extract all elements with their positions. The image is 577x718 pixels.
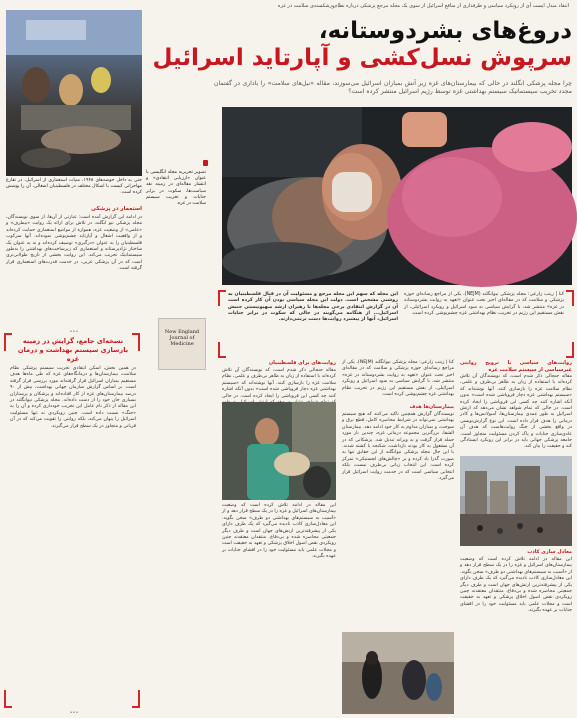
pull-quote: این مجله که سهم این مجله مرجع و مسئولیت آن در قبال فلسطینیان به روشنی مشخص است. دولت این مجله سیاسی بودن آن کار کرده است آن در گزارش انتقادی برخی مجله‌ها با رهبران ارشد صهیونیستی جنبش اسرائیل... از هنگامه می‌گویند در حالی که سکوت در برابر جنایات اسرائیل، آنها از پیشبرد روایت‌ها دست برنمی‌دارند. [228, 292, 398, 323]
quote-bracket-tl [218, 290, 226, 306]
women-rubble-photo [342, 632, 454, 714]
dots-separator-bottom: ••• [69, 710, 79, 716]
right-subheading: روایت‌های سیاسی با ترویج روایتی غیرسیاسی از سیستم سلامت غزه [460, 360, 572, 373]
left-subheading: روایت‌های برای فلسطینیان [268, 360, 336, 366]
child-hospital-photo [222, 107, 572, 285]
book-title: New England Journal of Medicine [164, 329, 200, 347]
box-bracket-tr [132, 333, 140, 351]
middle-subheading: بیمارستان‌ها هدف [409, 404, 454, 410]
side-caption: تصویر تحریریه مجله انگلیسی با عنوان «ارزیابی انتقادی» و انتشار مقاله‌ای در زمینه نقد سیاست‌ها، سکوت در برابر جنایات و تخریب سیستم سلامت در غزه. [146, 170, 206, 207]
dots-separator: ••• [69, 329, 79, 335]
box-bracket-bl [4, 690, 12, 708]
quote-bracket-bl [218, 342, 226, 358]
injured-patients-photo [6, 10, 142, 176]
box-bracket-tl [4, 333, 12, 351]
photo-caption: جنی به داخل حوضه‌های ۱۹۴۸، منیات استعماری از اسرائیل، در تقارع مهاجرانی کیست با اشکال مختلف در فلسطینیان اشغالی، آن را پوشش کرده است. [6, 178, 142, 196]
left-column-intro: مقاله جنجالی ذکر شدم است، که نویسندگان آن تلاش کرده‌اند با استفاده از زبان به ظاهر بی‌طرف و علمی، نظام سلامت غزه را بازسازی کنند. آنها نوشته‌اند که «سیستم بهداشتی غزه دچار فروپاشی شده است» بدون آنکه اشاره کنند چه کسی این فروپاشی را ایجاد کرده است. در حالی [222, 368, 336, 399]
box-title: نسخه‌ای جامع، گرایش در زمینه بازسازی سیستم بهداشت و درمان غزه [17, 337, 129, 363]
top-strip: انتقاد مبدل ایست آی از رویکرد سیاسی و طرفداری از منافع اسرائیل از سوی یک مجله مرجع پزشکی درباره نظام‌ورشکسته‌ی سلامت در غزه [277, 3, 569, 9]
right-column-text-2: این مقاله در ادامه تلاش کرده است که وضعیت بیمارستان‌های اسرائیل و غزه را در یک سطح قرار دهد و از «آسیب به سیستم‌های بهداشتی دو طرف» سخن بگوید. این معادل‌سازی کاذب نادیده می‌گیرد که یک طرف دارای یکی از پیشرفته‌ترین ارتش‌های جهان است و طرف دیگر جمعیتی محاصره شده و بی‌دفاع. منتقدان معتقدند چنین رویکردی نقض اصول اخلاق پزشکی و تعهد به حقیقت است و مجلات علمی باید مسئولیت خود را در افشای جنایات بر عهده بگیرند. [459, 557, 572, 614]
medic-holding-child-photo [222, 402, 336, 500]
sidebar-text: در ادامه این گزارش آمده است: عبارتی از آن‌ها، از سوی نویسندگان، مجله پزشکی نیو انگلند، در تلاش برای ارائه یک روایت «بیطرف» و «علمی» از وضعیت غزه، همواره از مواضع استعماری حمایت کرده‌اند و از واقعیت اشغال و آپارتاید چشم‌پوشی نموده‌اند. آنها سرکوب فلسطینیان را به عنوان «درگیری» توصیف کرده‌اند و نه به عنوان یک ساختار نژادپرستانه و استعماری که زیرساخت‌های بهداشتی را به‌طور سیستماتیک تخریب می‌کند. این روایت بخشی از تاریخ طولانی‌تری است که در آن پزشکی غربی، در خدمت قدرت‌های استعماری قرار گرفته است. [6, 215, 142, 272]
caption-marker [146, 160, 208, 170]
sidebar-subheading: استعمار در پزشکی [90, 206, 142, 212]
right-subheading-2: معادل سازی کاذب [527, 549, 572, 555]
middle-column-intro: کنا | زینب زارعی: مجله پزشکی نیوانگلند (NEJM)، یکی از مراجع رسانه‌ای حوزه پزشکی و سلامت که در مقاله‌ای اخیر تحت عنوان «تعهد به روایت بشردوستانه در غزه» منتشر شد، با گرایش سیاسی به سود اسرائیل و رویکرد اسرائیلی، از نقش مستقیم این رژیم در تخریب نظام بهداشتی غزه چشم‌پوشی کرده است. [342, 360, 454, 398]
box-text: در همین بخش، اسکن انتقادی تخریب سیستم پزشکی نظام سلامت، بیمارستان‌ها و درمانگاه‌های غزه که طی ماه‌ها هدف مستقیم بمباران اسرائیل قرار گرفته‌اند مورد بررسی قرار گرفته است. بر اساس گزارش سازمان جهانی بهداشت، بیش از ۹۰ درصد بیمارستان‌های غزه از کار افتاده‌اند و پزشکان و پرستاران بسیاری جان خود را از دست داده‌اند. مجله پزشکی نیوانگلند در این مقاله از ذکر نام عامل این تخریب خودداری کرده و آن را به «جنگ» نسبت داده است. چنین رویکردی نه تنها مسئولیت اسرائیل را پنهان می‌کند، بلکه روایتی را تقویت می‌کند که در آن قربانی و متجاوز در یک سطح قرار می‌گیرند. [10, 366, 136, 429]
right-column-text: مقاله جنجالی ذکر شدم است، که نویسندگان آن تلاش کرده‌اند با استفاده از زبان به ظاهر بی‌طرف و علمی، نظام سلامت غزه را بازسازی کنند. آنها نوشته‌اند که «سیستم بهداشتی غزه دچار فروپاشی شده است» بدون آنکه اشاره کنند چه کسی این فروپاشی را ایجاد کرده است. در حالی که تمام شواهد نشان می‌دهد که ارتش اسرائیل به طور عمدی بیمارستان‌ها، آمبولانس‌ها و کادر درمانی را هدف قرار داده است. این نوع گزارش‌نویسی در واقع بخشی از جنگ روایت‌هاست که هدف آن عادی‌سازی جنایات و پاک کردن مسئولیت متجاوز است. جامعه پزشکی جهانی باید در برابر این رویکرد ایستادگی کند و حقیقت را بیان کند. [460, 374, 572, 450]
quote-bracket-br [566, 342, 574, 358]
quote-source: کنا | زینب زارعی: مجله پزشکی نیوانگلند (NEJM)، یکی از مراجع رسانه‌ای حوزه پزشکی و سلامت که در مقاله‌ای اخیر تحت عنوان «تعهد به روایت بشردوستانه در غزه» منتشر شد، با گرایش سیاسی به سود اسرائیل و رویکرد اسرائیلی، از نقش مستقیم این رژیم در تخریب نظام بهداشتی غزه چشم‌پوشی کرده است. [404, 292, 564, 316]
lead-paragraph: چرا مجله پزشکی انگلند در حالی که بیمارستان‌های غزه زیر آتش بمباران اسرائیل می‌سوزند، مقاله «نیل‌های سلامت» را باداری در گفتمان مجدد تخریب سیستماتیک سیستم بهداشتی غزه توسط رژیم اسرائیل منتشر کرده است؟ [214, 80, 572, 95]
main-title-line1: دروغ‌های بشردوستانه، [318, 18, 572, 44]
destroyed-buildings-photo [460, 456, 572, 546]
box-bracket-br [132, 690, 140, 708]
quote-bracket-tr [566, 290, 574, 306]
nejm-cover-photo [158, 318, 206, 370]
left-column-text: این مقاله در ادامه تلاش کرده است که وضعیت بیمارستان‌های اسرائیل و غزه را در یک سطح قرار دهد و از «آسیب به سیستم‌های بهداشتی دو طرف» سخن بگوید. این معادل‌سازی کاذب نادیده می‌گیرد که یک طرف دارای یکی از پیشرفته‌ترین ارتش‌های جهان است و طرف دیگر جمعیتی محاصره شده و بی‌دفاع. منتقدان معتقدند چنین رویکردی نقض اصول اخلاق پزشکی و تعهد به حقیقت است و مجلات علمی باید مسئولیت خود را در افشای جنایات بر عهده بگیرند. [222, 503, 336, 560]
main-title-line2: سرپوش نسل‌کشی و آپارتاید اسرائیل [152, 45, 572, 71]
middle-column-text: نویسندگان گزارش همچنین تاکید می‌کنند که هیچ سیستم بهداشتی نمی‌تواند در شرایط محاصره کامل، قطع برق و سوخت، و بمباران مداوم به کار خود ادامه دهد. بیمارستان الشفا، بزرگترین مجموعه درمانی غزه، چندین بار مورد حمله قرار گرفت و به ویرانه تبدیل شد. پزشکانی که در آن مشغول به کار بودند بازداشت، شکنجه یا کشته شدند. با این حال مجله پزشکی نیوانگلند از این حقایق تنها به صورت گذرا یاد کرده و بر «چالش‌های لجستیکی» تمرکز کرده است. این انتخاب زبانی بی‌طرف نیست، بلکه انتخابی سیاسی است که در خدمت روایت اسرائیل قرار می‌گیرد. [342, 412, 454, 482]
